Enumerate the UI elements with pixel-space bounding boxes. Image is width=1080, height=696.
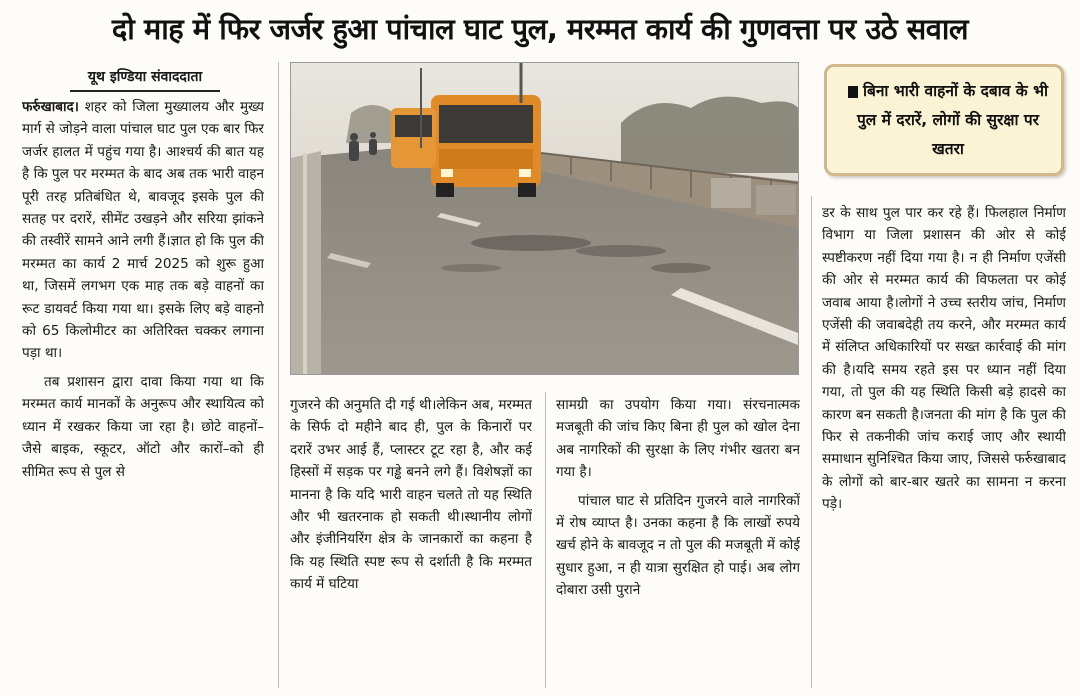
article-column-4 [822, 202, 1066, 692]
paragraph-text: शहर को जिला मुख्यालय और मुख्य मार्ग से जोड़ने वाला पांचाल घाट पुल एक बार फिर जर्जर हालत में पहुंच गया है। आश्चर्य की बात यह है कि पुल पर मरम्मत के बाद अब तक भारी वाहन पूरी तरह प्रतिबंधित थे, बावजूद इसके पुल की सतह पर दरारें, सीमेंट उखड़ने और सरिया झांकने की तस्वीरें सामने आने लगी हैं।ज्ञात हो कि पुल की मरम्मत का कार्य 2 मार्च 2025 को शुरू हुआ था, जिसमें लगभग एक माह तक बड़े वाहनों का रूट डायवर्ट किया गया था। इसके लिए बड़े वाहनो को 65 किलोमीटर का अतिरिक्त चक्कर लगाना पड़ा था। [22, 99, 264, 362]
headline: दो माह में फिर जर्जर हुआ पांचाल घाट पुल, मरम्मत कार्य की गुणवत्ता पर उठे सवाल [111, 12, 969, 46]
article-column-3 [556, 394, 800, 692]
column-divider [278, 62, 279, 688]
bridge-road-photo [290, 62, 799, 375]
column-divider [545, 392, 546, 688]
article-column-2 [290, 394, 532, 692]
square-bullet-icon [848, 86, 858, 98]
paragraph: गुजरने की अनुमति दी गई थी।लेकिन अब, मरम्मत के सिर्फ दो महीने बाद ही, पुल के किनारों पर दरारें उभर आई हैं, प्लास्टर टूट रहा है, और कई हिस्सों में सड़क पर गड्ढे बनने लगे हैं। विशेषज्ञों का मानना है कि यदि भारी वाहन चलते तो यह स्थिति और भी खतरनाक हो सकती थी।स्थानीय लोगों और इंजीनियरिंग क्षेत्र के जानकारों का कहना है कि यह स्थिति स्पष्ट रूप से दर्शाती है कि मरम्मत कार्य में घटिया [290, 397, 532, 593]
photo-illustration [291, 63, 798, 374]
article-column-1 [22, 96, 264, 692]
paragraph: डर के साथ पुल पार कर रहे हैं। फिलहाल निर्माण विभाग या जिला प्रशासन की ओर से कोई स्पष्टीकरण नहीं दिया गया है। न ही निर्माण एजेंसी की ओर से मरम्मत कार्य की विफलता पर कोई जवाब आया है।लोगों ने उच्च स्तरीय जांच, निर्माण एजेंसी की जवाबदेही तय करने, और मरम्मत कार्य में संलिप्त अधिकारियों पर सख्त कार्रवाई की मांग की है।यदि समय रहते इस पर ध्यान नहीं दिया गया, तो पुल की यह स्थिति किसी बड़े हादसे का कारण बन सकती है।जनता की मांग है कि पुल की फिर से तकनीकी जांच कराई जाए और स्थायी समाधान सुनिश्चित किया जाए, जिससे फर्रुखाबाद के लोगों को बार-बार खतरे का सामना न करना पड़े। [822, 205, 1066, 513]
pull-quote-box [824, 64, 1064, 176]
paragraph: तब प्रशासन द्वारा दावा किया गया था कि मरम्मत कार्य मानकों के अनुरूप और स्थायित्व को ध्यान में रखकर किया जा रहा है। छोटे वाहनों–जैसे बाइक, स्कूटर, ऑटो और कारों–को ही सीमित रूप से पुल से [22, 373, 264, 480]
byline: यूथ इण्डिया संवाददाता [70, 64, 220, 92]
paragraph: सामग्री का उपयोग किया गया। संरचनात्मक मजबूती की जांच किए बिना ही पुल को खोल देना अब नागरिकों की सुरक्षा के लिए गंभीर खतरा बन गया है। [556, 397, 800, 481]
paragraph [22, 96, 264, 365]
pull-quote-text: बिना भारी वाहनों के दबाव के भी पुल में दरारें, लोगों की सुरक्षा पर खतरा [856, 82, 1049, 158]
dateline: फर्रुखाबाद। [22, 99, 79, 115]
paragraph: पांचाल घाट से प्रतिदिन गुजरने वाले नागरिकों में रोष व्याप्त है। उनका कहना है कि लाखों रुपये खर्च होने के बावजूद न तो पुल की मजबूती में कोई सुधार हुआ, न ही यात्रा सुरक्षित हो पाई। अब लोग दोबारा उसी पुराने [556, 492, 800, 599]
column-divider [811, 196, 812, 688]
pull-quote [843, 77, 1053, 164]
